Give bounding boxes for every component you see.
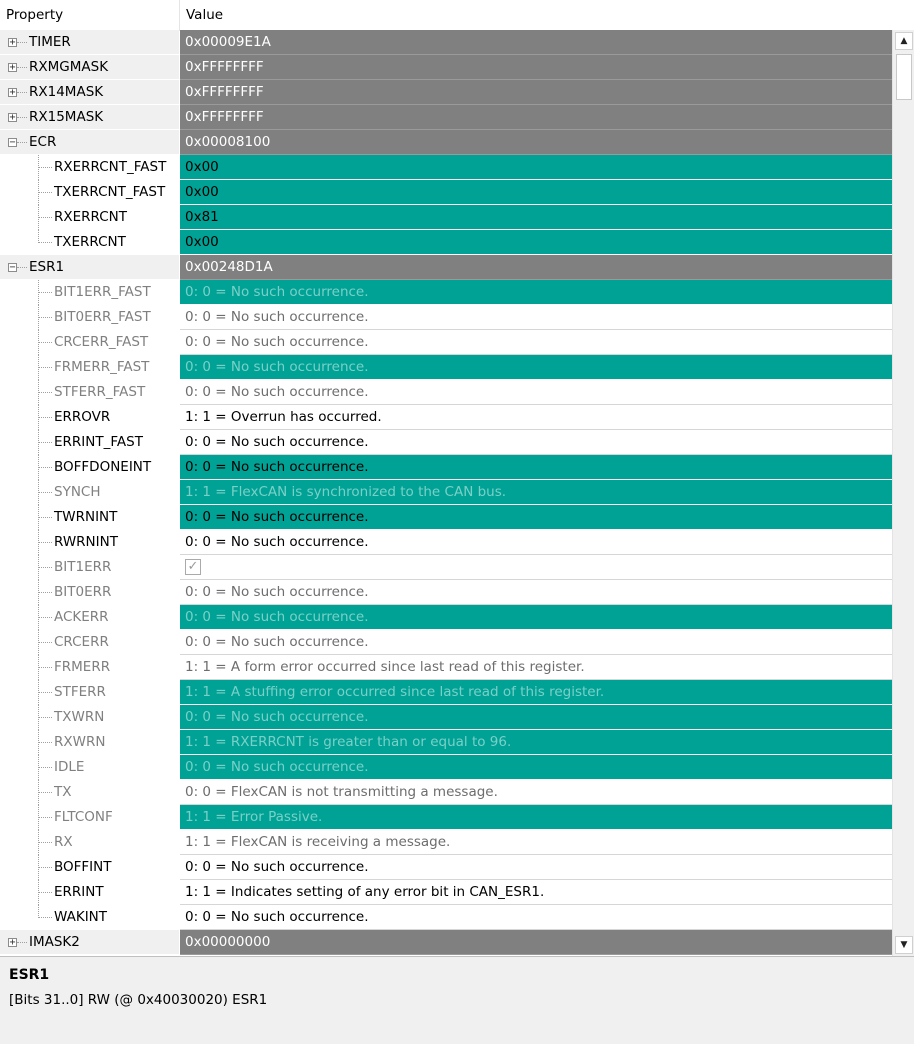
value-text: 1: 1 = FlexCAN is receiving a message.: [185, 834, 451, 850]
property-name: RX14MASK: [29, 84, 104, 100]
tree-connector: [38, 617, 52, 618]
property-cell[interactable]: [0, 580, 179, 605]
field-row[interactable]: [0, 680, 892, 705]
field-row[interactable]: [0, 405, 892, 430]
tree-connector: [17, 67, 27, 68]
value-cell[interactable]: [180, 680, 892, 705]
property-name: ERROVR: [54, 409, 111, 425]
property-cell[interactable]: [0, 105, 179, 130]
register-row[interactable]: [0, 930, 892, 955]
value-text: 0: 0 = No such occurrence.: [185, 709, 369, 725]
tree-connector: [38, 367, 52, 368]
property-cell[interactable]: [0, 255, 179, 280]
value-text: 0xFFFFFFFF: [185, 59, 264, 75]
field-row[interactable]: [0, 155, 892, 180]
value-cell[interactable]: [180, 930, 892, 955]
value-text: 0x00000000: [185, 934, 271, 950]
property-cell[interactable]: [0, 455, 179, 480]
tree-connector: [38, 167, 52, 168]
field-row[interactable]: [0, 280, 892, 305]
field-row[interactable]: [0, 305, 892, 330]
value-cell[interactable]: [180, 780, 892, 805]
field-row[interactable]: [0, 805, 892, 830]
value-cell[interactable]: [180, 255, 892, 280]
field-row[interactable]: [0, 480, 892, 505]
expand-icon[interactable]: +: [9, 37, 16, 48]
property-cell[interactable]: [0, 805, 179, 830]
field-row[interactable]: [0, 605, 892, 630]
property-name: BOFFINT: [54, 859, 112, 875]
value-cell[interactable]: [180, 55, 892, 80]
collapse-icon[interactable]: −: [9, 137, 16, 148]
value-cell[interactable]: [180, 605, 892, 630]
value-column-header[interactable]: Value: [186, 7, 224, 23]
property-cell[interactable]: [0, 755, 179, 780]
property-cell[interactable]: [0, 530, 179, 555]
value-cell[interactable]: [180, 130, 892, 155]
value-cell[interactable]: [180, 230, 892, 255]
value-text: 1: 1 = A stuffing error occurred since last read of this register.: [185, 684, 605, 700]
property-cell[interactable]: [0, 55, 179, 80]
value-cell[interactable]: [180, 155, 892, 180]
property-cell[interactable]: [0, 505, 179, 530]
value-text: 0: 0 = No such occurrence.: [185, 634, 369, 650]
value-text: 1: 1 = RXERRCNT is greater than or equal to 96.: [185, 734, 512, 750]
property-cell[interactable]: [0, 430, 179, 455]
value-text: 1: 1 = Indicates setting of any error bit in CAN_ESR1.: [185, 884, 545, 900]
field-row[interactable]: [0, 455, 892, 480]
value-text: 0: 0 = No such occurrence.: [185, 859, 369, 875]
value-text: 1: 1 = FlexCAN is synchronized to the CAN bus.: [185, 484, 507, 500]
property-cell[interactable]: [0, 730, 179, 755]
property-cell[interactable]: [0, 80, 179, 105]
tree-connector: [38, 192, 52, 193]
property-name: IDLE: [54, 759, 85, 775]
tree-connector: [38, 667, 52, 668]
tree-connector: [38, 792, 52, 793]
property-name: ERRINT_FAST: [54, 434, 143, 450]
property-name: IMASK2: [29, 934, 80, 950]
tree-connector: [38, 567, 52, 568]
tree-connector: [38, 642, 52, 643]
value-text: 0: 0 = No such occurrence.: [185, 334, 369, 350]
tree-connector: [38, 592, 52, 593]
value-cell[interactable]: [180, 905, 892, 930]
value-cell[interactable]: [180, 505, 892, 530]
description-text: [Bits 31..0] RW (@ 0x40030020) ESR1: [9, 992, 268, 1008]
property-cell[interactable]: [0, 930, 179, 955]
value-cell[interactable]: [180, 480, 892, 505]
value-cell[interactable]: [180, 180, 892, 205]
value-cell[interactable]: [180, 380, 892, 405]
value-cell[interactable]: [180, 855, 892, 880]
value-text: 0x00008100: [185, 134, 271, 150]
value-text: 0: 0 = No such occurrence.: [185, 284, 369, 300]
value-cell[interactable]: [180, 630, 892, 655]
scroll-up-button[interactable]: [895, 32, 913, 50]
tree-connector: [38, 417, 52, 418]
property-name: RWRNINT: [54, 534, 118, 550]
value-cell[interactable]: [180, 355, 892, 380]
value-text: 0: 0 = No such occurrence.: [185, 459, 369, 475]
tree-connector: [17, 42, 27, 43]
field-row[interactable]: [0, 730, 892, 755]
description-title: ESR1: [9, 967, 50, 983]
property-cell[interactable]: [0, 630, 179, 655]
tree-connector: [38, 242, 52, 243]
value-cell[interactable]: [180, 80, 892, 105]
property-cell[interactable]: [0, 380, 179, 405]
value-text: 0xFFFFFFFF: [185, 109, 264, 125]
property-cell[interactable]: [0, 780, 179, 805]
value-cell[interactable]: [180, 755, 892, 780]
property-name: CRCERR_FAST: [54, 334, 149, 350]
tree-connector: [38, 317, 52, 318]
tree-connector: [17, 942, 27, 943]
value-text: 0x00: [185, 234, 219, 250]
value-cell[interactable]: [180, 805, 892, 830]
value-text: 0x00: [185, 159, 219, 175]
property-name: RXERRCNT_FAST: [54, 159, 167, 175]
property-name: FRMERR_FAST: [54, 359, 150, 375]
property-name: CRCERR: [54, 634, 109, 650]
field-row[interactable]: [0, 180, 892, 205]
value-cell[interactable]: [180, 30, 892, 55]
value-text: 0: 0 = No such occurrence.: [185, 534, 369, 550]
property-name: TXWRN: [54, 709, 105, 725]
field-row[interactable]: [0, 330, 892, 355]
tree-connector: [38, 442, 52, 443]
property-cell[interactable]: [0, 305, 179, 330]
value-text: 0x00248D1A: [185, 259, 273, 275]
property-cell[interactable]: [0, 280, 179, 305]
expand-icon[interactable]: +: [9, 937, 16, 948]
property-cell[interactable]: [0, 880, 179, 905]
value-cell[interactable]: [180, 330, 892, 355]
register-row[interactable]: [0, 30, 892, 55]
value-text: 0: 0 = FlexCAN is not transmitting a message.: [185, 784, 498, 800]
expand-icon[interactable]: +: [9, 112, 16, 123]
property-cell[interactable]: [0, 355, 179, 380]
scroll-down-button[interactable]: [895, 936, 913, 954]
expand-icon[interactable]: +: [9, 87, 16, 98]
value-text: 0: 0 = No such occurrence.: [185, 909, 369, 925]
property-name: BOFFDONEINT: [54, 459, 152, 475]
value-cell[interactable]: [180, 555, 892, 580]
field-row[interactable]: [0, 630, 892, 655]
property-cell[interactable]: [0, 705, 179, 730]
property-cell[interactable]: [0, 180, 179, 205]
field-row[interactable]: [0, 430, 892, 455]
register-row[interactable]: [0, 105, 892, 130]
field-row[interactable]: [0, 830, 892, 855]
property-name: BIT1ERR_FAST: [54, 284, 151, 300]
field-row[interactable]: [0, 355, 892, 380]
register-row[interactable]: [0, 255, 892, 280]
property-cell[interactable]: [0, 680, 179, 705]
value-text: 0: 0 = No such occurrence.: [185, 384, 369, 400]
property-name: RXERRCNT: [54, 209, 128, 225]
property-name: TXERRCNT: [54, 234, 126, 250]
property-cell[interactable]: [0, 155, 179, 180]
property-name: SYNCH: [54, 484, 101, 500]
tree-connector: [38, 892, 52, 893]
field-row[interactable]: [0, 880, 892, 905]
tree-connector: [38, 217, 52, 218]
field-row[interactable]: [0, 505, 892, 530]
property-cell[interactable]: [0, 555, 179, 580]
property-name: FRMERR: [54, 659, 111, 675]
tree-connector: [17, 117, 27, 118]
field-row[interactable]: [0, 655, 892, 680]
tree-connector: [38, 917, 52, 918]
property-name: WAKINT: [54, 909, 108, 925]
property-name: TWRNINT: [54, 509, 118, 525]
property-name: TIMER: [29, 34, 71, 50]
property-cell[interactable]: [0, 830, 179, 855]
collapse-icon[interactable]: −: [9, 262, 16, 273]
property-cell[interactable]: [0, 230, 179, 255]
field-row[interactable]: [0, 205, 892, 230]
property-name: STFERR: [54, 684, 106, 700]
value-text: 0: 0 = No such occurrence.: [185, 309, 369, 325]
value-cell[interactable]: [180, 305, 892, 330]
value-cell[interactable]: [180, 205, 892, 230]
property-name: ESR1: [29, 259, 65, 275]
property-name: BIT0ERR: [54, 584, 112, 600]
value-text: 0x00: [185, 184, 219, 200]
value-cell[interactable]: [180, 830, 892, 855]
field-row[interactable]: [0, 555, 892, 580]
tree-connector: [38, 717, 52, 718]
value-cell[interactable]: [180, 430, 892, 455]
tree-connector: [17, 92, 27, 93]
tree-connector: [38, 767, 52, 768]
property-column-header[interactable]: Property: [0, 0, 180, 30]
value-cell[interactable]: [180, 705, 892, 730]
value-cell[interactable]: [180, 455, 892, 480]
property-name: ECR: [29, 134, 57, 150]
value-cell[interactable]: [180, 655, 892, 680]
vertical-scrollbar[interactable]: [892, 30, 914, 956]
value-cell[interactable]: [180, 405, 892, 430]
value-text: 0: 0 = No such occurrence.: [185, 434, 369, 450]
description-panel: [0, 956, 914, 1044]
field-row[interactable]: [0, 755, 892, 780]
tree-connector: [38, 867, 52, 868]
register-row[interactable]: [0, 55, 892, 80]
field-row[interactable]: [0, 780, 892, 805]
arrow-down-icon: ▼: [900, 940, 908, 950]
value-text: 1: 1 = Overrun has occurred.: [185, 409, 382, 425]
bit-checkbox[interactable]: [185, 559, 201, 575]
tree-connector: [38, 692, 52, 693]
register-row[interactable]: [0, 80, 892, 105]
field-row[interactable]: [0, 705, 892, 730]
value-text: 0: 0 = No such occurrence.: [185, 584, 369, 600]
property-name: TXERRCNT_FAST: [54, 184, 166, 200]
property-name: RXMGMASK: [29, 59, 109, 75]
tree-connector: [38, 542, 52, 543]
field-row[interactable]: [0, 580, 892, 605]
property-cell[interactable]: [0, 205, 179, 230]
property-name: ACKERR: [54, 609, 109, 625]
tree-connector: [17, 142, 27, 143]
value-text: 0xFFFFFFFF: [185, 84, 264, 100]
arrow-up-icon: ▲: [900, 36, 908, 46]
value-cell[interactable]: [180, 880, 892, 905]
property-name: STFERR_FAST: [54, 384, 146, 400]
property-name: FLTCONF: [54, 809, 113, 825]
tree-connector: [17, 267, 27, 268]
value-text: 0: 0 = No such occurrence.: [185, 359, 369, 375]
value-cell[interactable]: [180, 105, 892, 130]
value-text: 0x00009E1A: [185, 34, 271, 50]
field-row[interactable]: [0, 530, 892, 555]
property-grid: [0, 30, 892, 956]
field-row[interactable]: [0, 380, 892, 405]
property-cell[interactable]: [0, 855, 179, 880]
expand-icon[interactable]: +: [9, 62, 16, 73]
value-text: 0x81: [185, 209, 219, 225]
value-cell[interactable]: [180, 580, 892, 605]
property-name: ERRINT: [54, 884, 104, 900]
tree-connector: [38, 392, 52, 393]
tree-connector: [38, 492, 52, 493]
tree-connector: [38, 742, 52, 743]
field-row[interactable]: [0, 905, 892, 930]
property-cell[interactable]: [0, 30, 179, 55]
value-text: 0: 0 = No such occurrence.: [185, 609, 369, 625]
tree-connector: [38, 292, 52, 293]
value-text: 0: 0 = No such occurrence.: [185, 759, 369, 775]
property-cell[interactable]: [0, 655, 179, 680]
property-name: BIT1ERR: [54, 559, 112, 575]
value-text: 1: 1 = Error Passive.: [185, 809, 323, 825]
tree-connector: [38, 342, 52, 343]
scroll-thumb[interactable]: [896, 54, 912, 100]
value-cell[interactable]: [180, 280, 892, 305]
checkmark-icon: ✓: [187, 559, 199, 574]
property-cell[interactable]: [0, 405, 179, 430]
property-name: RX15MASK: [29, 109, 104, 125]
tree-connector: [38, 467, 52, 468]
value-text: 0: 0 = No such occurrence.: [185, 509, 369, 525]
property-name: TX: [54, 784, 72, 800]
value-text: 1: 1 = A form error occurred since last read of this register.: [185, 659, 585, 675]
property-cell[interactable]: [0, 480, 179, 505]
property-name: RX: [54, 834, 73, 850]
value-cell[interactable]: [180, 730, 892, 755]
property-name: BIT0ERR_FAST: [54, 309, 151, 325]
register-row[interactable]: [0, 130, 892, 155]
field-row[interactable]: [0, 855, 892, 880]
tree-connector: [38, 842, 52, 843]
property-cell[interactable]: [0, 905, 179, 930]
tree-connector: [38, 817, 52, 818]
tree-connector: [38, 517, 52, 518]
property-cell[interactable]: [0, 605, 179, 630]
field-row[interactable]: [0, 230, 892, 255]
property-cell[interactable]: [0, 330, 179, 355]
property-grid-header: [0, 0, 914, 31]
property-cell[interactable]: [0, 130, 179, 155]
value-cell[interactable]: [180, 530, 892, 555]
property-name: RXWRN: [54, 734, 106, 750]
